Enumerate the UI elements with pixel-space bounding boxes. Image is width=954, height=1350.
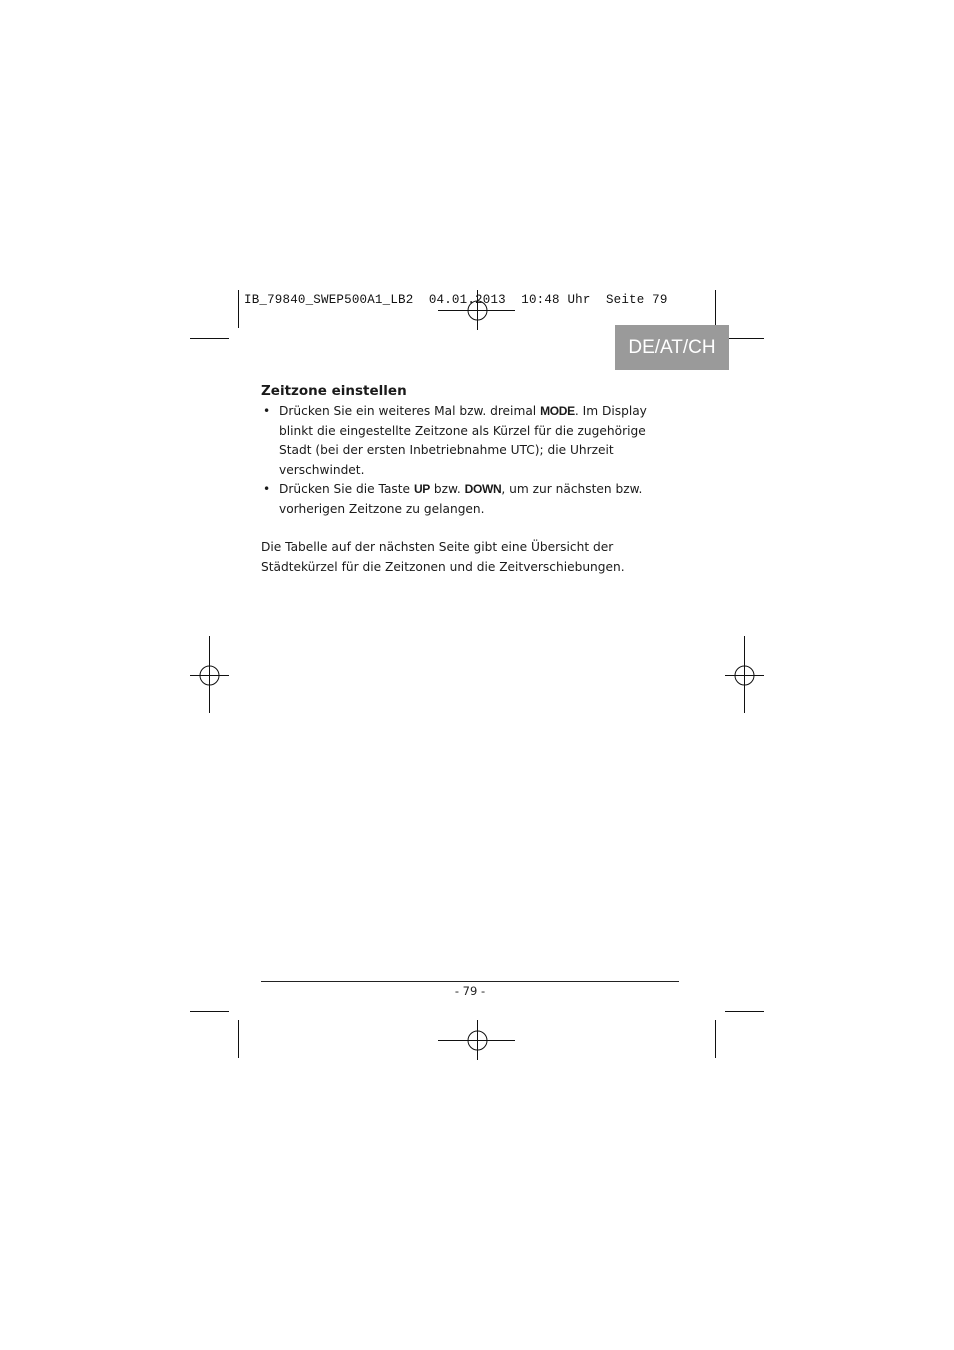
list-item-text: . Im Display blinkt die eingestellte Zeitzone als Kürzel für die zugehörige Stadt (bei der ersten Inbetriebnahme UTC); die Uhrzeit verschwindet. bbox=[279, 404, 647, 477]
list-item-text: , um zur nächsten bzw. vorherigen Zeitzone zu gelangen. bbox=[279, 482, 643, 516]
bullet-icon: • bbox=[263, 404, 271, 418]
key-label-down: DOWN bbox=[464, 482, 502, 496]
footer-divider bbox=[261, 981, 679, 982]
list-item-text: bzw. bbox=[430, 482, 465, 496]
bullet-icon: • bbox=[263, 482, 271, 496]
section-zeitzone bbox=[261, 381, 681, 589]
instruction-list bbox=[261, 402, 681, 519]
language-tab: DE/AT/CH bbox=[615, 325, 729, 370]
section-title: Zeitzone einstellen bbox=[261, 383, 407, 399]
list-item-text: Drücken Sie die Taste bbox=[279, 482, 414, 496]
key-label-mode: MODE bbox=[540, 404, 575, 418]
list-item bbox=[261, 402, 681, 480]
body-paragraph: Die Tabelle auf der nächsten Seite gibt eine Übersicht der Städtekürzel für die Zeitzonen und die Zeitverschiebungen. bbox=[261, 540, 625, 574]
list-item bbox=[261, 480, 681, 519]
print-slug: IB_79840_SWEP500A1_LB2 04.01.2013 10:48 Uhr Seite 79 bbox=[244, 293, 668, 307]
page-number: - 79 - bbox=[454, 984, 486, 998]
key-label-up: UP bbox=[413, 482, 431, 496]
list-item-text: Drücken Sie ein weiteres Mal bzw. dreimal bbox=[279, 404, 541, 418]
